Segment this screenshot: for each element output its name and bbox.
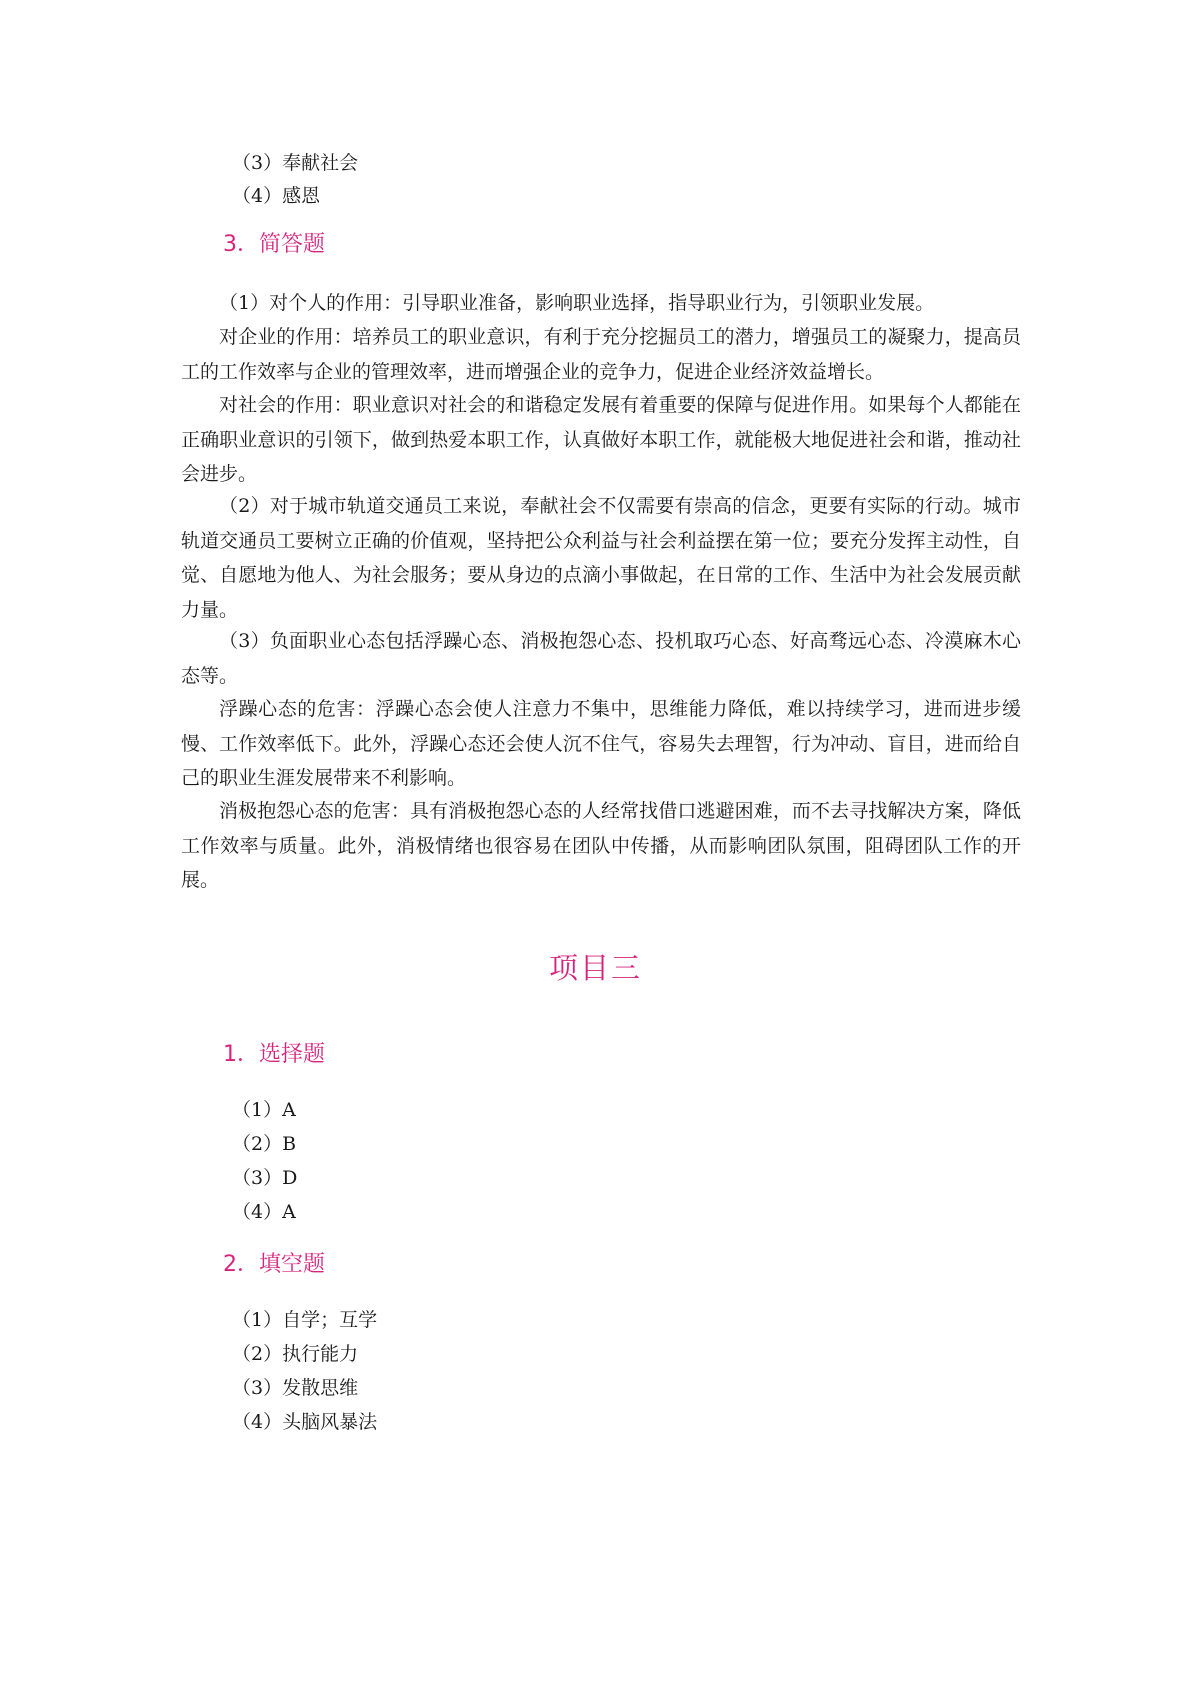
section-heading-choice: 1．选择题 [223,1042,325,1067]
choice-item-3: （3）D [232,1167,298,1189]
section-heading-fill-blank: 2．填空题 [223,1252,325,1277]
choice-item-4: （4）A [232,1201,296,1223]
top-item-3: （3）奉献社会 [232,152,359,174]
top-item-4: （4）感恩 [232,185,321,207]
answer-paragraph-impetuous: 浮躁心态的危害：浮躁心态会使人注意力不集中，思维能力降低，难以持续学习，进而进步缓慢、工作效率低下。此外，浮躁心态还会使人沉不住气，容易失去理智，行为冲动、盲目，进而给自己的职业生涯发展带来不利影响。 [181,698,1021,789]
answer-paragraph-complaining: 消极抱怨心态的危害：具有消极抱怨心态的人经常找借口逃避困难，而不去寻找解决方案，降低工作效率与质量。此外，消极情绪也很容易在团队中传播，从而影响团队氛围，阻碍团队工作的开展。 [181,800,1021,891]
answer-paragraph-enterprise: 对企业的作用：培养员工的职业意识，有利于充分挖掘员工的潜力，增强员工的凝聚力，提高员工的工作效率与企业的管理效率，进而增强企业的竞争力，促进企业经济效益增长。 [181,326,1021,383]
choice-item-2: （2）B [232,1133,297,1155]
answer-paragraph-society: 对社会的作用：职业意识对社会的和谐稳定发展有着重要的保障与促进作用。如果每个人都能在正确职业意识的引领下，做到热爱本职工作，认真做好本职工作，就能极大地促进社会和谐，推动社会进步。 [181,394,1021,485]
answer-paragraph-1: （1）对个人的作用：引导职业准备，影响职业选择，指导职业行为，引领职业发展。 [219,292,935,314]
fill-item-2: （2）执行能力 [232,1343,359,1365]
project-title: 项目三 [548,951,642,985]
section-heading-short-answer: 3．简答题 [223,232,325,257]
answer-paragraph-2: （2）对于城市轨道交通员工来说，奉献社会不仅需要有崇高的信念，更要有实际的行动。城市轨道交通员工要树立正确的价值观，坚持把公众利益与社会利益摆在第一位；要充分发挥主动性，自觉、自愿地为他人、为社会服务；要从身边的点滴小事做起，在日常的工作、生活中为社会发展贡献力量。 [181,495,1021,621]
answer-paragraph-3: （3）负面职业心态包括浮躁心态、消极抱怨心态、投机取巧心态、好高骛远心态、冷漠麻木心态等。 [181,630,1021,687]
fill-item-4: （4）头脑风暴法 [232,1411,378,1433]
fill-item-3: （3）发散思维 [232,1377,359,1399]
fill-item-1: （1）自学；互学 [232,1309,378,1331]
choice-item-1: （1）A [232,1099,296,1121]
